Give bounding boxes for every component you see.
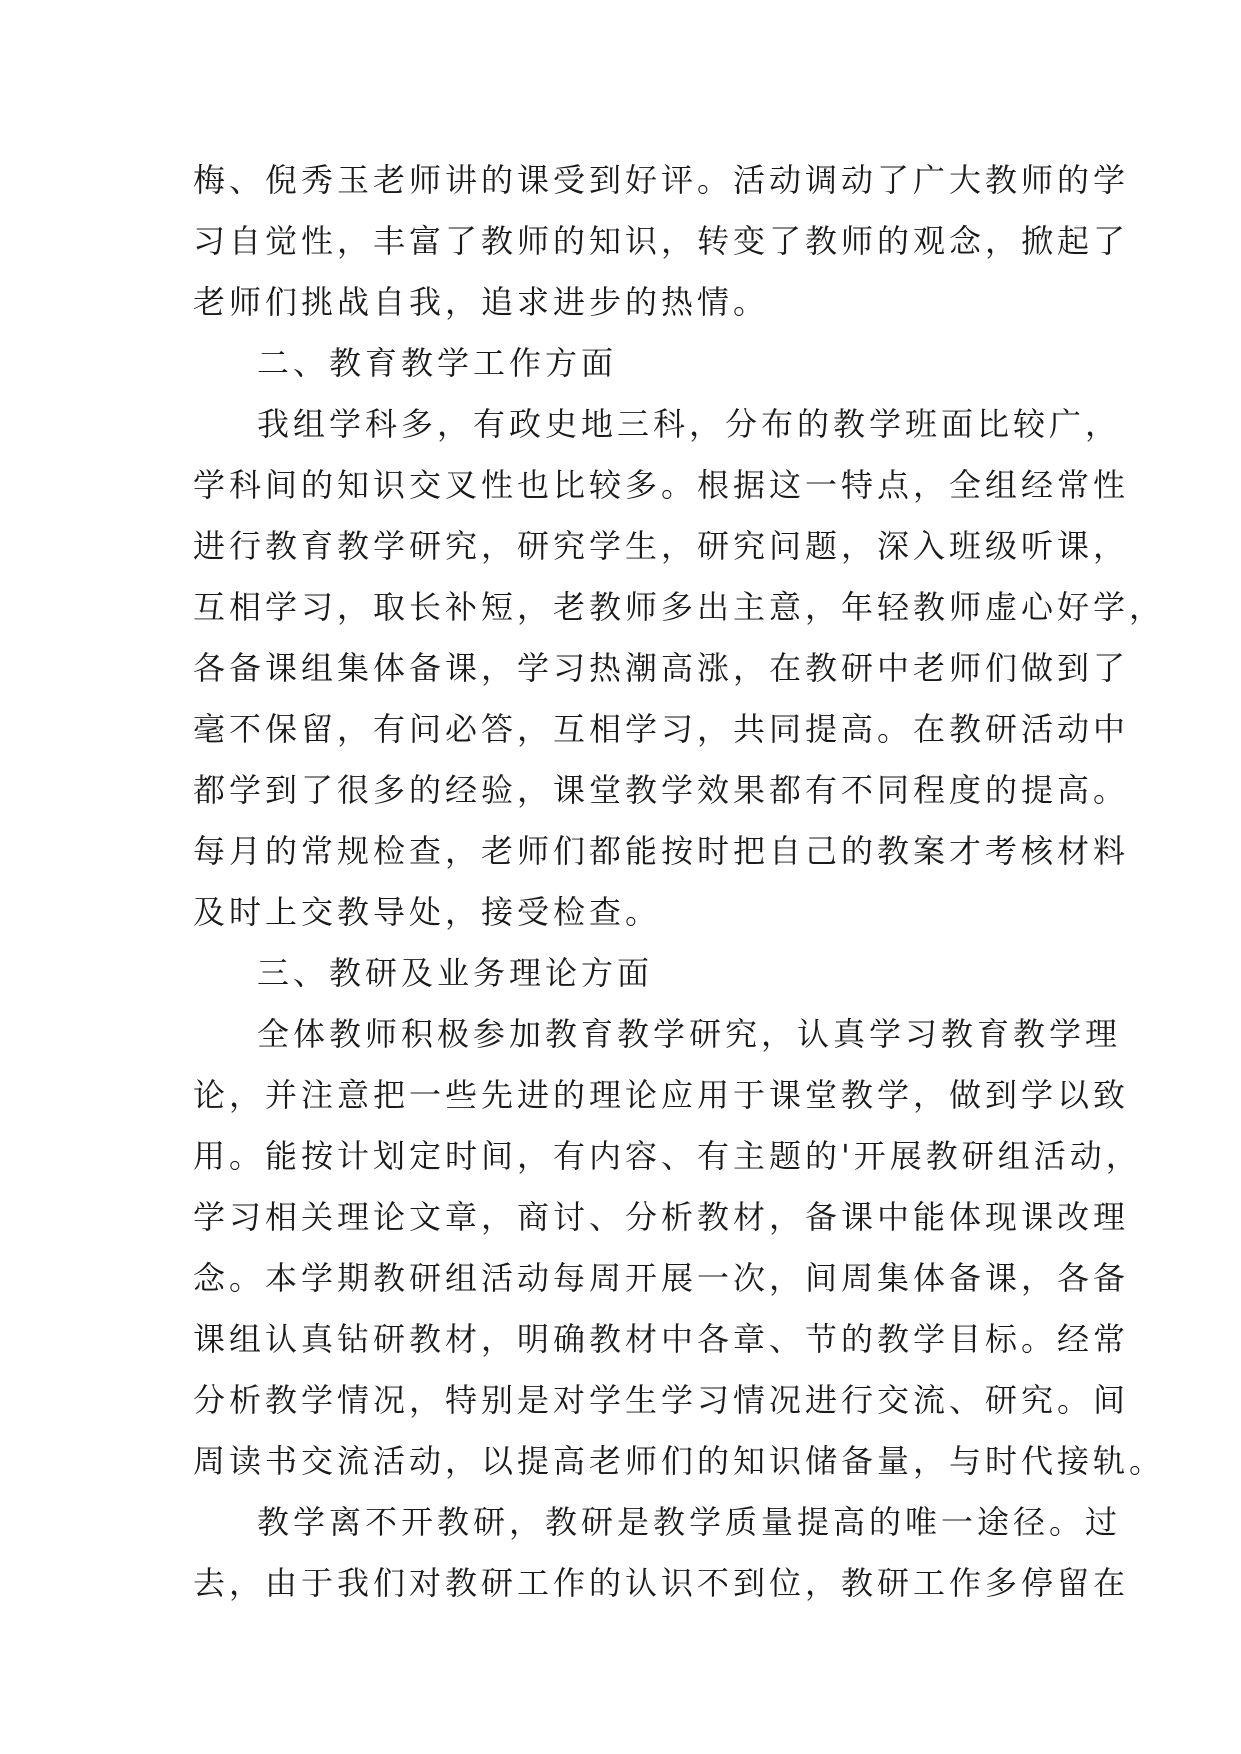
text-line: 用。能按计划定时间，有内容、有主题的'开展教研组活动，	[193, 1137, 1142, 1175]
text-line: 梅、倪秀玉老师讲的课受到好评。活动调动了广大教师的学	[193, 161, 1130, 199]
text-line: 三、教研及业务理论方面	[257, 954, 654, 992]
text-line: 分析教学情况，特别是对学生学习情况进行交流、研究。间	[193, 1381, 1130, 1419]
text-line: 习自觉性，丰富了教师的知识，转变了教师的观念，掀起了	[193, 222, 1130, 260]
text-line: 我组学科多，有政史地三科，分布的教学班面比较广，	[257, 405, 1122, 443]
text-line: 周读书交流活动，以提高老师们的知识储备量，与时代接轨。	[193, 1442, 1166, 1480]
text-line: 互相学习，取长补短，老教师多出主意，年轻教师虚心好学，	[193, 588, 1166, 626]
text-line: 去，由于我们对教研工作的认识不到位，教研工作多停留在	[193, 1564, 1130, 1602]
text-line: 各备课组集体备课，学习热潮高涨，在教研中老师们做到了	[193, 649, 1130, 687]
text-line: 进行教育教学研究，研究学生，研究问题，深入班级听课，	[193, 527, 1130, 565]
text-line: 念。本学期教研组活动每周开展一次，间周集体备课，各备	[193, 1259, 1130, 1297]
text-line: 学习相关理论文章，商讨、分析教材，备课中能体现课改理	[193, 1198, 1130, 1236]
text-line: 每月的常规检查，老师们都能按时把自己的教案才考核材料	[193, 832, 1130, 870]
body-text	[193, 150, 1166, 1614]
text-line: 论，并注意把一些先进的理论应用于课堂教学，做到学以致	[193, 1076, 1130, 1114]
text-line: 毫不保留，有问必答，互相学习，共同提高。在教研活动中	[193, 710, 1130, 748]
text-line: 都学到了很多的经验，课堂教学效果都有不同程度的提高。	[193, 771, 1130, 809]
text-line: 全体教师积极参加教育教学研究，认真学习教育教学理	[257, 1015, 1122, 1053]
text-line: 二、教育教学工作方面	[257, 344, 618, 382]
text-line: 教学离不开教研，教研是教学质量提高的唯一途径。过	[257, 1503, 1122, 1541]
text-line: 及时上交教导处，接受检查。	[193, 893, 662, 931]
text-line: 老师们挑战自我，追求进步的热情。	[193, 283, 770, 321]
text-line: 学科间的知识交叉性也比较多。根据这一特点，全组经常性	[193, 466, 1130, 504]
text-line: 课组认真钻研教材，明确教材中各章、节的教学目标。经常	[193, 1320, 1130, 1358]
